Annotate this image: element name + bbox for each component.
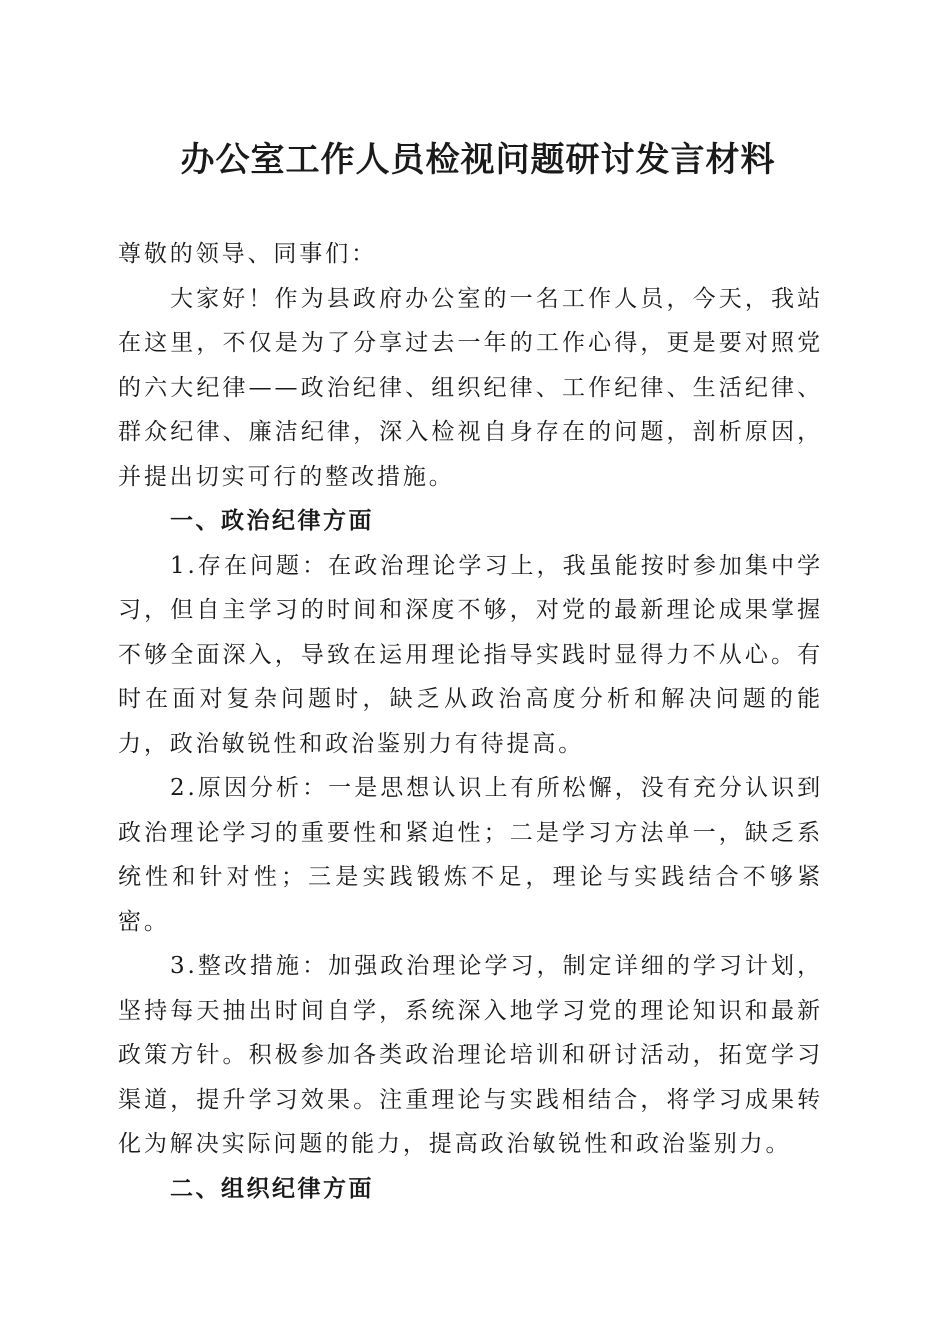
intro-paragraph: 大家好！作为县政府办公室的一名工作人员，今天，我站在这里，不仅是为了分享过去一年的工作心得，更是要对照党的六大纪律——政治纪律、组织纪律、工作纪律、生活纪律、群众纪律、廉洁纪律，深入检视自身存在的问题，剖析原因，并提出切实可行的整改措施。 [118, 285, 823, 490]
paragraph-rectification: 3.整改措施：加强政治理论学习，制定详细的学习计划，坚持每天抽出时间自学，系统深入地学习党的理论知识和最新政策方针。积极参加各类政治理论培训和研讨活动，拓宽学习渠道，提升学习效果。注重理论与实践相结合，将学习成果转化为解决实际问题的能力，提高政治敏锐性和政治鉴别力。 [118, 953, 823, 1157]
section-heading-political: 一、政治纪律方面 [170, 508, 374, 534]
document-title: 办公室工作人员检视问题研讨发言材料 [180, 140, 776, 180]
paragraph-cause-analysis: 2.原因分析：一是思想认识上有所松懈，没有充分认识到政治理论学习的重要性和紧迫性；二是学习方法单一，缺乏系统性和针对性；三是实践锻炼不足，理论与实践结合不够紧密。 [118, 775, 823, 935]
document-body [118, 232, 823, 1211]
salutation: 尊敬的领导、同事们： [118, 241, 377, 267]
paragraph-problems: 1.存在问题：在政治理论学习上，我虽能按时参加集中学习，但自主学习的时间和深度不够，对党的最新理论成果掌握不够全面深入，导致在运用理论指导实践时显得力不从心。有时在面对复杂问题时，缺乏从政治高度分析和解决问题的能力，政治敏锐性和政治鉴别力有待提高。 [118, 552, 823, 757]
section-heading-organizational: 二、组织纪律方面 [170, 1175, 374, 1202]
